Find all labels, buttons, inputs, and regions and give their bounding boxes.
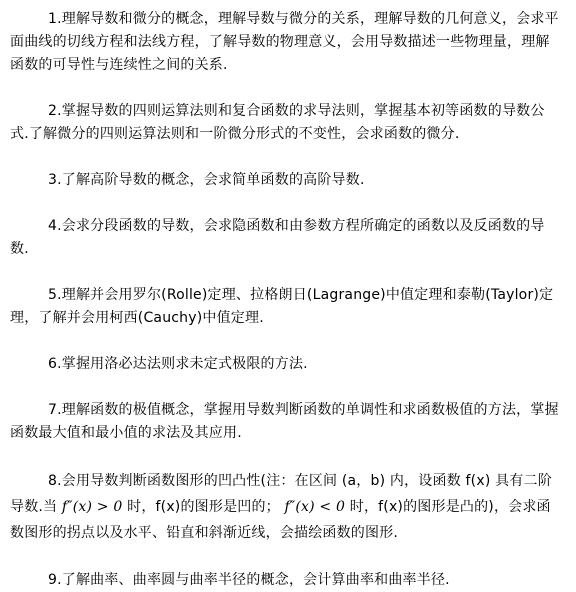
second-derivative-positive-formula: f″(x) > 0 (61, 499, 123, 515)
paragraph-3: 3.了解高阶导数的概念，会求简单函数的高阶导数. (48, 172, 365, 188)
paragraph-8-text-c: 时，f(x)的图形是凸的)，会求函数图形的拐点以及水平、铅直和斜渐近线，会描绘函数的图形. (10, 499, 551, 541)
paragraph-7: 7.理解函数的极值概念，掌握用导数判断函数的单调性和求函数极值的方法，掌握函数最大值和最小值的求法及其应用. (10, 402, 559, 441)
paragraph-4: 4.会求分段函数的导数，会求隐函数和由参数方程所确定的函数以及反函数的导数. (10, 218, 545, 257)
paragraph-8-text-b: 时，f(x)的图形是凹的； (122, 499, 285, 515)
paragraph-1: 1.理解导数和微分的概念，理解导数与微分的关系，理解导数的几何意义，会求平面曲线的切线方程和法线方程，了解导数的物理意义，会用导数描述一些物理量，理解函数的可导性与连续性之间的关系. (10, 11, 559, 73)
paragraph-2: 2.掌握导数的四则运算法则和复合函数的求导法则，掌握基本初等函数的导数公式.了解微分的四则运算法则和一阶微分形式的不变性，会求函数的微分. (10, 103, 545, 142)
paragraph-8 (10, 468, 562, 546)
paragraph-9: 9.了解曲率、曲率圆与曲率半径的概念，会计算曲率和曲率半径. (48, 572, 450, 588)
document-body (10, 8, 562, 592)
paragraph-8-text-a: 8.会用导数判断函数图形的凹凸性(注：在区间 (a，b) 内，设函数 f(x) 具有二阶导数.当 (10, 473, 552, 515)
paragraph-6: 6.掌握用洛必达法则求未定式极限的方法. (48, 356, 308, 372)
second-derivative-negative-formula: f″(x) < 0 (284, 499, 346, 515)
paragraph-5: 5.理解并会用罗尔(Rolle)定理、拉格朗日(Lagrange)中值定理和泰勒(Taylor)定理，了解并会用柯西(Cauchy)中值定理. (10, 287, 554, 326)
